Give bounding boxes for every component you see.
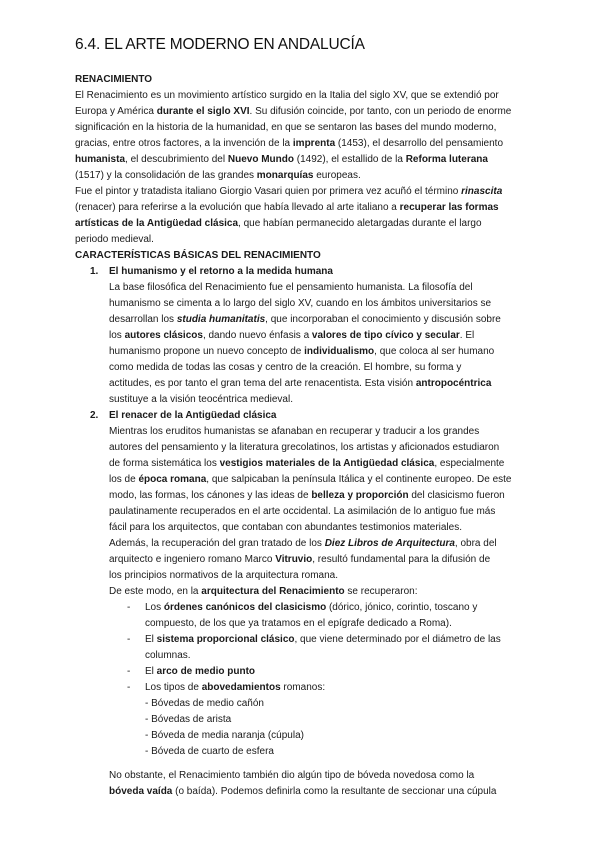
body-text: Los: [145, 602, 164, 613]
text-line: [145, 680, 325, 696]
body-text: , dando nuevo énfasis a: [202, 330, 312, 341]
list-number-1: 1.: [90, 266, 99, 277]
emphasis-text: imprenta: [292, 138, 336, 149]
text-line: [109, 584, 512, 600]
body-text: Los tipos de: [145, 682, 202, 693]
text-line: [109, 784, 496, 800]
bullet-abovedamientos: [145, 680, 325, 760]
body-text: humanismo se cimenta a lo largo del siglo XV, cuando en los ámbitos universitarios se: [109, 298, 492, 309]
body-text: (o baída). Podemos definirla como la resultante de seccionar una cúpula: [172, 786, 497, 797]
body-text: los: [109, 330, 125, 341]
emphasis-text: individualismo: [304, 346, 375, 357]
body-text: modo, las formas, los cánones y las ideas de: [109, 490, 312, 501]
text-line: [145, 744, 325, 760]
body-text: sustituye a la visión teocéntrica medieval.: [109, 394, 293, 405]
text-line: [75, 104, 511, 120]
list-item-title-antiguedad: El renacer de la Antigüedad clásica: [109, 410, 277, 421]
body-text: (1453), el desarrollo del pensamiento: [335, 138, 504, 149]
page-title: 6.4. EL ARTE MODERNO EN ANDALUCÍA: [75, 36, 365, 53]
emphasis-text: antropocéntrica: [415, 378, 492, 389]
text-line: [109, 360, 501, 376]
emphasis-text: valores de tipo cívico y secular: [311, 330, 460, 341]
bullet-dash: -: [127, 634, 131, 645]
body-text: Fue el pintor y tratadista italiano Giorgio Vasari quien por primera vez acuñó el término: [75, 186, 462, 197]
text-line: [75, 152, 511, 168]
body-text: los principios normativos de la arquitectura romana.: [109, 570, 338, 581]
text-line: [109, 488, 512, 504]
body-text: De este modo, en la: [109, 586, 202, 597]
text-line: [75, 216, 502, 232]
body-text: , que viene determinado por el diámetro de las: [294, 634, 501, 645]
body-text: humanismo propone un nuevo concepto de: [109, 346, 305, 357]
emphasis-text: humanista: [75, 154, 126, 165]
body-text: se recuperaron:: [344, 586, 418, 597]
body-text: Europa y América: [75, 106, 157, 117]
body-text: (renacer) para referirse a la evolución que había llevado al arte italiano a: [75, 202, 400, 213]
text-line: [145, 616, 477, 632]
body-text: El: [145, 634, 157, 645]
body-text: los de: [109, 474, 139, 485]
bullet-dash: -: [127, 682, 131, 693]
body-text: europeas.: [313, 170, 361, 181]
emphasis-text: belleza y proporción: [311, 490, 409, 501]
emphasis-text: studia humanitatis: [176, 314, 266, 325]
paragraph-vasari: [75, 184, 502, 248]
text-line: [75, 232, 502, 248]
body-text: - Bóvedas de arista: [145, 714, 232, 725]
text-line: [145, 712, 325, 728]
emphasis-text: artísticas de la Antigüedad clásica: [75, 218, 239, 229]
emphasis-text: Diez Libros de Arquitectura: [324, 538, 455, 549]
body-text: fácil para los arquitectos, que contaban con abundantes testimonios materiales.: [109, 522, 462, 533]
section-heading-caracteristicas: CARACTERÍSTICAS BÁSICAS DEL RENACIMIENTO: [75, 250, 321, 261]
emphasis-text: arquitectura del Renacimiento: [201, 586, 345, 597]
emphasis-text: monarquías: [256, 170, 314, 181]
text-line: [109, 768, 496, 784]
paragraph-renacimiento-intro: [75, 88, 511, 184]
text-line: [75, 136, 511, 152]
body-text: La base filosófica del Renacimiento fue el pensamiento humanista. La filosofía del: [109, 282, 473, 293]
text-line: [109, 456, 512, 472]
emphasis-text: arco de medio punto: [156, 666, 256, 677]
body-text: , que coloca al ser humano: [374, 346, 495, 357]
body-text: de forma sistemática los: [109, 458, 220, 469]
body-text: desarrollan los: [109, 314, 177, 325]
body-text: (1517) y la consolidación de las grandes: [75, 170, 257, 181]
text-line: [145, 600, 477, 616]
text-line: [109, 504, 512, 520]
body-text: paulatinamente recuperados en el arte occidental. La asimilación de lo antiguo fue más: [109, 506, 496, 517]
emphasis-text: abovedamientos: [201, 682, 281, 693]
text-line: [145, 728, 325, 744]
text-line: [109, 296, 501, 312]
emphasis-text: Nuevo Mundo: [227, 154, 294, 165]
emphasis-text: Reforma luterana: [405, 154, 488, 165]
emphasis-text: bóveda vaída: [109, 786, 173, 797]
body-text: , obra del: [454, 538, 497, 549]
text-line: [75, 88, 511, 104]
body-text: El: [145, 666, 157, 677]
body-text: No obstante, el Renacimiento también dio algún tipo de bóveda novedosa como la: [109, 770, 475, 781]
bullet-ordenes: [145, 600, 477, 632]
emphasis-text: durante el siglo XVI: [156, 106, 250, 117]
section-heading-renacimiento: RENACIMIENTO: [75, 74, 153, 85]
paragraph-humanismo: [109, 280, 501, 408]
body-text: . Su difusión coincide, por tanto, con un periodo de enorme: [249, 106, 512, 117]
paragraph-boveda-vaida: [109, 768, 496, 800]
emphasis-text: recuperar las formas: [399, 202, 499, 213]
text-line: [109, 520, 512, 536]
emphasis-text: sistema proporcional clásico: [156, 634, 295, 645]
text-line: [109, 568, 512, 584]
text-line: [145, 664, 255, 680]
text-line: [75, 184, 502, 200]
body-text: (dórico, jónico, corintio, toscano y: [326, 602, 478, 613]
body-text: - Bóvedas de medio cañón: [145, 698, 264, 709]
bullet-dash: -: [127, 666, 131, 677]
text-line: [109, 424, 512, 440]
emphasis-text: rinascita: [461, 186, 503, 197]
body-text: columnas.: [145, 650, 191, 661]
body-text: , resultó fundamental para la difusión de: [312, 554, 491, 565]
text-line: [109, 328, 501, 344]
list-item-title-humanismo: El humanismo y el retorno a la medida humana: [109, 266, 333, 277]
body-text: significación en la historia de la humanidad, en que se sentaron las bases del mundo moderno,: [75, 122, 497, 133]
emphasis-text: órdenes canónicos del clasicismo: [163, 602, 327, 613]
body-text: , especialmente: [434, 458, 505, 469]
text-line: [145, 696, 325, 712]
body-text: . El: [459, 330, 475, 341]
body-text: Mientras los eruditos humanistas se afanaban en recuperar y traducir a los grandes: [109, 426, 480, 437]
emphasis-text: Vitruvio: [275, 554, 313, 565]
emphasis-text: época romana: [138, 474, 207, 485]
text-line: [109, 472, 512, 488]
text-line: [75, 200, 502, 216]
text-line: [109, 280, 501, 296]
emphasis-text: autores clásicos: [124, 330, 203, 341]
list-number-2: 2.: [90, 410, 99, 421]
body-text: romanos:: [280, 682, 326, 693]
text-line: [75, 168, 511, 184]
text-line: [109, 552, 512, 568]
text-line: [109, 376, 501, 392]
text-line: [109, 440, 512, 456]
text-line: [109, 312, 501, 328]
body-text: compuesto, de los que ya tratamos en el epígrafe dedicado a Roma).: [145, 618, 452, 629]
bullet-arco: [145, 664, 255, 680]
bullet-dash: -: [127, 602, 131, 613]
body-text: del clasicismo fueron: [408, 490, 505, 501]
paragraph-antiguedad: [109, 424, 512, 600]
body-text: autores del pensamiento y la literatura grecolatinos, los artistas y aficionados estudiaron: [109, 442, 500, 453]
body-text: , que incorporaban el conocimiento y discusión sobre: [265, 314, 501, 325]
body-text: periodo medieval.: [75, 234, 154, 245]
text-line: [75, 120, 511, 136]
body-text: actitudes, es por tanto el gran tema del arte renacentista. Esta visión: [109, 378, 416, 389]
body-text: , que salpicaban la península Itálica y el continente europeo. De este: [206, 474, 512, 485]
emphasis-text: vestigios materiales de la Antigüedad clásica: [219, 458, 435, 469]
body-text: , que habían permanecido aletargadas durante el largo: [238, 218, 482, 229]
body-text: El Renacimiento es un movimiento artístico surgido en la Italia del siglo XV, que se extendió por: [75, 90, 499, 101]
body-text: (1492), el estallido de la: [293, 154, 406, 165]
text-line: [109, 536, 512, 552]
body-text: como medida de todas las cosas y centro de la creación. El hombre, su forma y: [109, 362, 462, 373]
text-line: [109, 392, 501, 408]
text-line: [109, 344, 501, 360]
body-text: - Bóveda de cuarto de esfera: [145, 746, 274, 757]
text-line: [145, 648, 501, 664]
body-text: arquitecto e ingeniero romano Marco: [109, 554, 276, 565]
body-text: gracias, entre otros factores, a la invención de la: [75, 138, 293, 149]
body-text: - Bóveda de media naranja (cúpula): [145, 730, 304, 741]
body-text: , el descubrimiento del: [125, 154, 228, 165]
body-text: Además, la recuperación del gran tratado de los: [109, 538, 325, 549]
bullet-sistema-proporcional: [145, 632, 501, 664]
text-line: [145, 632, 501, 648]
